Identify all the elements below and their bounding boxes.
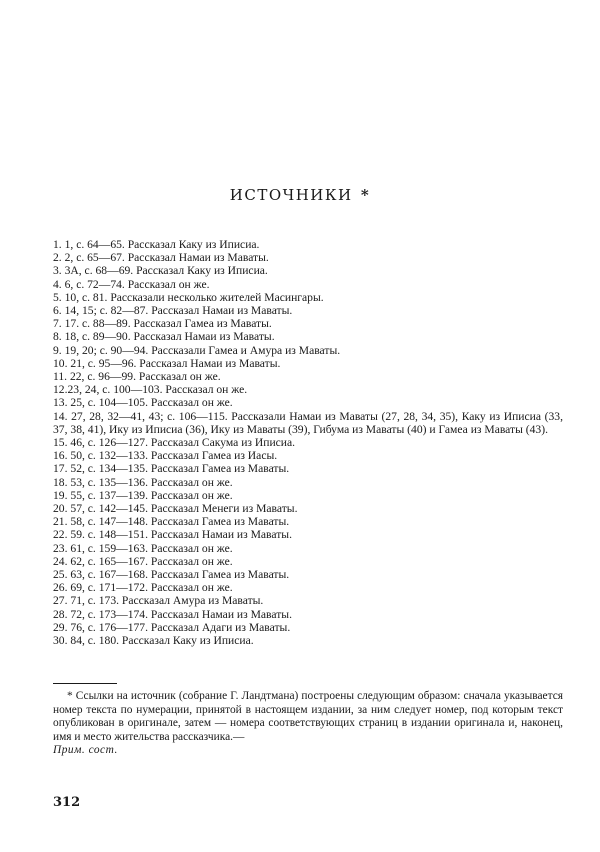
source-entry: 8. 18, с. 89—90. Рассказал Намаи из Маваты.	[53, 330, 275, 344]
footnote-text: * Ссылки на источник (собрание Г. Ландтмана) построены следующим образом: сначала указывается номер текста по нумерации, принятой в настоящем издании, за ним следует номер, под которым текст опубликован в оригинале, затем — номера соответствующих страниц в издании оригинала и, наконец, имя и место жительства рассказчика.—	[53, 690, 563, 743]
title-text: ИСТОЧНИКИ	[229, 186, 353, 204]
source-entry: 7. 17. с. 88—89. Рассказал Гамеа из Маваты.	[53, 317, 272, 331]
source-entry-multiline: 14. 27, 28, 32—41, 43; с. 106—115. Рассказали Намаи из Маваты (27, 28, 34, 35), Каку из Иписиа (33, 37, 38, 41), Ику из Иписиа (36), Ику из Маваты (39), Гибума из Маваты (40) и Гамеа из Маваты (43).	[53, 409, 563, 436]
source-entry: 4. 6, с. 72—74. Рассказал он же.	[53, 277, 210, 291]
source-entry: 23. 61, с. 159—163. Рассказал он же.	[53, 541, 233, 555]
footnote-signature: Прим. сост.	[53, 744, 118, 757]
source-entry: 19. 55, с. 137—139. Рассказал он же.	[53, 488, 233, 502]
source-entry: 26. 69, с. 171—172. Рассказал он же.	[53, 581, 233, 595]
footnote	[53, 690, 563, 758]
source-entry: 12.23, 24, с. 100—103. Рассказал он же.	[53, 383, 248, 397]
source-entry: 11. 22, с. 96—99. Рассказал он же.	[53, 370, 221, 384]
page-title	[0, 186, 600, 204]
source-entry: 13. 25, с. 104—105. Рассказал он же.	[53, 396, 233, 410]
source-entry: 3. 3А, с. 68—69. Рассказал Каку из Иписиа.	[53, 264, 268, 278]
source-entry: 25. 63, с. 167—168. Рассказал Гамеа из Маваты.	[53, 568, 290, 582]
source-entry: 29. 76, с. 176—177. Рассказал Адаги из Маваты.	[53, 620, 291, 634]
source-entry: 5. 10, с. 81. Рассказали несколько жителей Масингары.	[53, 290, 324, 304]
source-entry: 21. 58, с. 147—148. Рассказал Гамеа из Маваты.	[53, 515, 290, 529]
source-entry: 22. 59. с. 148—151. Рассказал Намаи из Маваты.	[53, 528, 292, 542]
source-entry: 6. 14, 15; с. 82—87. Рассказал Намаи из Маваты.	[53, 304, 293, 318]
footnote-body	[53, 690, 563, 758]
source-entry: 24. 62, с. 165—167. Рассказал он же.	[53, 554, 233, 568]
footnote-divider	[53, 683, 117, 684]
source-entry: 15. 46, с. 126—127. Рассказал Сакума из Иписиа.	[53, 436, 296, 450]
source-entry: 10. 21, с. 95—96. Рассказал Намаи из Маваты.	[53, 356, 281, 370]
source-entry: 18. 53, с. 135—136. Рассказал он же.	[53, 475, 233, 489]
source-entry: 30. 84, с. 180. Рассказал Каку из Иписиа.	[53, 634, 254, 648]
page-number: 312	[53, 795, 81, 810]
title-footnote-mark: *	[360, 186, 371, 204]
source-entry: 16. 50, с. 132—133. Рассказал Гамеа из Иасы.	[53, 449, 278, 463]
source-entry: 1. 1, с. 64—65. Рассказал Каку из Иписиа.	[53, 238, 260, 251]
sources-list	[53, 238, 563, 647]
source-entry: 9. 19, 20; с. 90—94. Рассказали Гамеа и Амура из Маваты.	[53, 343, 341, 357]
source-entry: 28. 72, с. 173—174. Рассказал Намаи из Маваты.	[53, 607, 292, 621]
source-entry: 17. 52, с. 134—135. Рассказал Гамеа из Маваты.	[53, 462, 290, 476]
source-entry: 27. 71, с. 173. Рассказал Амура из Маваты.	[53, 594, 264, 608]
source-entry: 20. 57, с. 142—145. Рассказал Менеги из Маваты.	[53, 502, 298, 516]
source-entry: 2. 2, с. 65—67. Рассказал Намаи из Маваты.	[53, 251, 269, 265]
